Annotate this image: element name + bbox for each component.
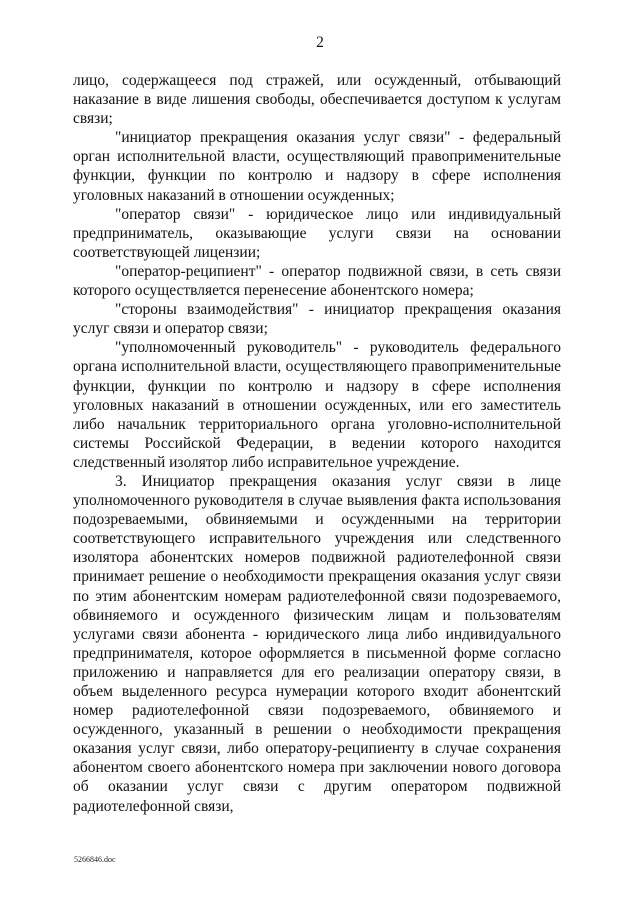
paragraph-4: "оператор-реципиент" - оператор подвижной связи, в сеть связи которого осуществляется перенесение абонентского номера; bbox=[73, 262, 561, 300]
paragraph-5: "стороны взаимодействия" - инициатор прекращения оказания услуг связи и оператор связи; bbox=[73, 301, 561, 338]
footer-document-code: 5266846.doc bbox=[74, 855, 116, 864]
paragraph-3: "оператор связи" - юридическое лицо или индивидуальный предприниматель, оказывающие услуги связи на основании соответствующей лицензии; bbox=[73, 205, 561, 261]
document-body bbox=[73, 71, 561, 816]
paragraph-1: лицо, содержащееся под стражей, или осужденный, отбывающий наказание в виде лишения свободы, обеспечивается доступом к услугам связи; bbox=[73, 72, 561, 128]
paragraph-7: 3. Инициатор прекращения оказания услуг связи в лице уполномоченного руководителя в случае выявления факта использования подозреваемыми, обвиняемыми и осужденными на территории соответствующего исправительного учреждения или следственного изолятора абонентских номеров подвижной радиотелефонной связи принимает решение о необходимости прекращения оказания услуг связи по этим абонентским номерам радиотелефонной связи подозреваемого, обвиняемого и осужденного физическим лицам и пользователям услугами связи абонента - юридического лица либо индивидуального предпринимателя, которое оформляется в письменной форме согласно приложению и направляется для его реализации оператору связи, в объем выделенного ресурса нумерации которого входит абонентский номер радиотелефонной связи подозреваемого, обвиняемого и осужденного, указанный в решении о необходимости прекращения оказания услуг связи, либо оператору-реципиенту в случае сохранения абонентом своего абонентского номера при заключении нового договора об оказании услуг связи с другим оператором подвижной радиотелефонной связи, bbox=[73, 472, 561, 815]
page-number: 2 bbox=[316, 34, 324, 51]
paragraph-6: "уполномоченный руководитель" - руководитель федерального органа исполнительной власти, осуществляющего правоприменительные функции, функции по контролю и надзору в сфере исполнения уголовных наказаний в отношении осужденных, или его заместитель либо начальник территориального органа уголовно-исполнительной системы Российской Федерации, в ведении которого находится следственный изолятор либо исправительное учреждение. bbox=[73, 339, 561, 471]
paragraph-2: "инициатор прекращения оказания услуг связи" - федеральный орган исполнительной власти, осуществляющий правоприменительные функции, функции по контролю и надзору в сфере исполнения уголовных наказаний в отношении осужденных; bbox=[73, 129, 561, 204]
